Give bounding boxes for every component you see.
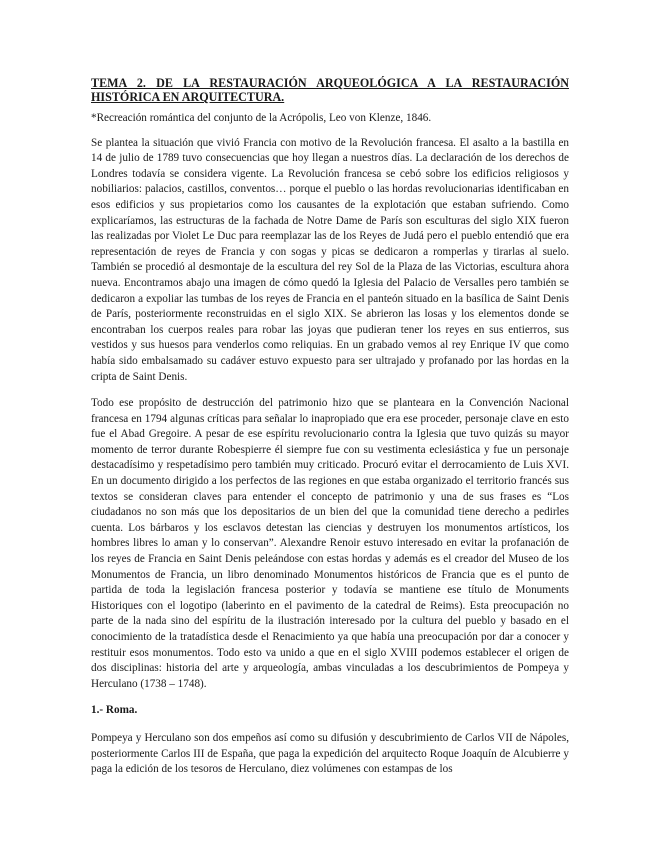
- image-caption: *Recreación romántica del conjunto de la Acrópolis, Leo von Klenze, 1846.: [91, 112, 432, 124]
- section-heading-roma: 1.- Roma.: [91, 704, 138, 717]
- paragraph-gregoire: Todo ese propósito de destrucción del patrimonio hizo que se planteara en la Convención Nacional francesa en 1794 algunas críticas para señalar lo inapropiado que era ese proceder, personaje clave en esto fue el Abad Gregoire. A pesar de ese espíritu revolucionario contra la Iglesia que tuvo quizás su mayor momento de terror durante Robespierre él siempre fue con su vestimenta eclesiástica y fue un personaje destacadísimo y respetadísimo pero también muy criticado. Procuró evitar el derrocamiento de Luis XVI. En un documento dirigido a los perfectos de las regiones en que estaba organizado el territorio francés sus textos se consideran claves para entender el concepto de patrimonio y una de sus frases es “Los ciudadanos no son más que los depositarios de un bien del que la comunidad tiene derecho a pedirles cuenta. Los bárbaros y los esclavos detestan las ciencias y destruyen los monumentos artísticos, los hombres libres lo aman y lo conservan”. Alexandre Renoir estuvo interesado en evitar la profanación de los reyes de Francia en Saint Denis peleándose con estas hordas y además es el creador del Museo de los Monumentos de Francia, un libro denominado Monumentos históricos de Francia que es el punto de partida de toda la legislación francesa posterior y todavía se mantiene ese título de Monuments Historiques con el logotipo (laberinto en el pavimento de la catedral de Reims). Esta preocupación no parte de la nada sino del espíritu de la ilustración interesado por la cultura del pueblo y basado en el conocimiento de la tratadística desde el Renacimiento ya que había una preocupación por dar a conocer y restituir esos monumentos. Todo esto va unido a que en el siglo XVIII podemos establecer el origen de dos disciplinas: historia del arte y arqueología, ambas vinculadas a los descubrimientos de Pompeya y Herculano (1738 – 1748).: [91, 397, 569, 690]
- paragraph-revolution: Se plantea la situación que vivió Francia con motivo de la Revolución francesa. El asalto a la bastilla en 14 de julio de 1789 tuvo consecuencias que hoy llegan a nuestros días. La declaración de los derechos de Londres todavía se considera vigente. La Revolución francesa se cebó sobre los edificios religiosos y nobiliarios: palacios, castillos, conventos… porque el pueblo o las hordas revolucionarias identificaban en esos edificios y sus propietarios como los causantes de la explotación que estaban sufriendo. Como explicaríamos, las estructuras de la fachada de Notre Dame de París son esculturas del siglo XIX fueron las realizadas por Violet Le Duc para reemplazar las de los Reyes de Judá pero el pueblo entendió que era representación de reyes de Francia y con sogas y picas se dedicaron a romperlas y tirarlas al suelo. También se procedió al desmontaje de la escultura del rey Sol de la Plaza de las Victorias, escultura ahora nueva. Encontramos abajo una imagen de cómo quedó la Iglesia del Palacio de Versalles pero también se dedicaron a expoliar las tumbas de los reyes de Francia en el panteón situado en la basílica de Saint Denis de París, posteriormente reconstruidas en el siglo XIX. Se abrieron las losas y los elementos donde se encontraban los cuerpos reales para robar las joyas que pudieran tener los reyes en sus entierros, sus vestidos y sus huesos para venderlos como reliquias. En un grabado vemos al rey Enrique IV que como había sido embalsamado su cadáver estuvo expuesto para ser ultrajado y profanado por las hordas en la cripta de Saint Denis.: [91, 136, 569, 383]
- paragraph-pompeya: Pompeya y Herculano son dos empeños así como su difusión y descubrimiento de Carlos VII de Nápoles, posteriormente Carlos III de España, que paga la expedición del arquitecto Roque Joaquín de Alcubierre y paga la edición de los tesoros de Herculano, diez volúmenes con estampas de los: [91, 731, 569, 776]
- title-line-2: HISTÓRICA EN ARQUITECTURA.: [91, 90, 285, 104]
- document-title: [91, 76, 569, 104]
- title-line-1: TEMA 2. DE LA RESTAURACIÓN ARQUEOLÓGICA A LA RESTAURACIÓN: [91, 76, 569, 90]
